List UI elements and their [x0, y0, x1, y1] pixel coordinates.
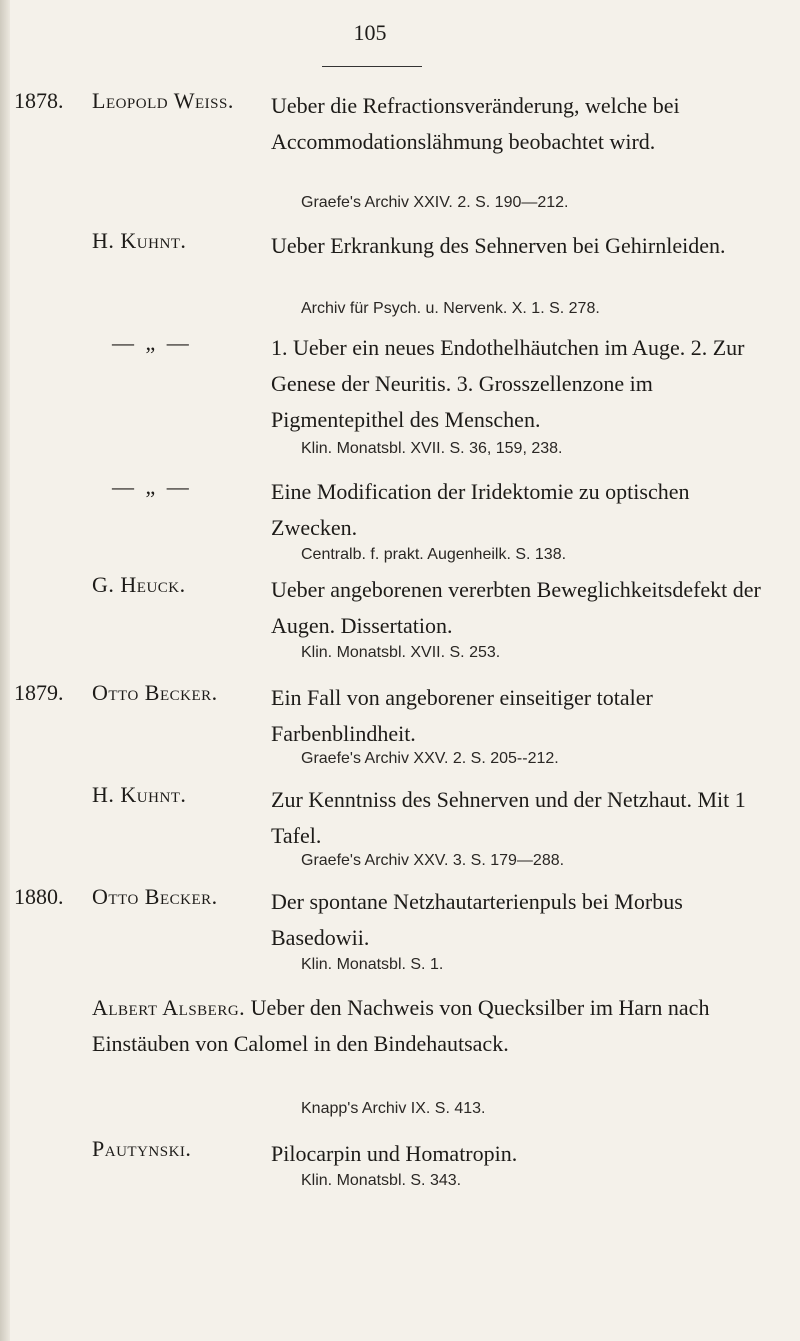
- entry-source: Klin. Monatsbl. XVII. S. 253.: [301, 644, 501, 661]
- entry-author: Otto Becker.: [92, 884, 218, 909]
- entry-title-block: [92, 990, 776, 1062]
- entry-source: Klin. Monatsbl. S. 343.: [301, 1172, 462, 1189]
- entry-source: Knapp's Archiv IX. S. 413.: [301, 1100, 486, 1117]
- entry-title: Der spontane Netzhautarterienpuls bei Morbus Basedowii.: [271, 889, 683, 950]
- entry-author: G. Heuck.: [92, 572, 186, 597]
- entry-author: Pautynski.: [92, 1136, 192, 1161]
- entry-title: Ueber die Refractionsveränderung, welche bei Accommodationslähmung beobachtet wird.: [271, 93, 680, 154]
- entry-author: Otto Becker.: [92, 680, 218, 705]
- entry-source: Klin. Monatsbl. XVII. S. 36, 159, 238.: [301, 440, 563, 457]
- entry-author: H. Kuhnt.: [92, 782, 187, 807]
- entry-source: Graefe's Archiv XXIV. 2. S. 190—212.: [301, 194, 569, 211]
- entry-title: Ueber Erkrankung des Sehnerven bei Gehirnleiden.: [271, 233, 726, 258]
- entry-source: Graefe's Archiv XXV. 3. S. 179—288.: [301, 852, 565, 869]
- entry-title: Ueber angeborenen vererbten Beweglichkeitsdefekt der Augen. Dissertation.: [271, 577, 761, 638]
- entry-title: 1. Ueber ein neues Endothelhäutchen im Auge. 2. Zur Genese der Neuritis. 3. Grosszellenzone im Pigmentepithel des Menschen.: [271, 335, 745, 432]
- entry-title: Zur Kenntniss des Sehnerven und der Netzhaut. Mit 1 Tafel.: [271, 787, 746, 848]
- page-number: 105: [353, 20, 387, 45]
- entry-author: Leopold Weiss.: [92, 88, 234, 113]
- entry-title: Ein Fall von angeborener einseitiger totaler Farbenblindheit.: [271, 685, 653, 746]
- entry-year: 1880.: [14, 884, 64, 909]
- entry-source: Centralb. f. prakt. Augenheilk. S. 138.: [301, 546, 567, 563]
- entry-source: Graefe's Archiv XXV. 2. S. 205--212.: [301, 750, 559, 767]
- entry-source: Klin. Monatsbl. S. 1.: [301, 956, 444, 973]
- entry-year: 1879.: [14, 680, 64, 705]
- page-spine: [0, 0, 10, 1341]
- entry-source: Archiv für Psych. u. Nervenk. X. 1. S. 278.: [301, 300, 600, 317]
- page-number-rule: [322, 66, 422, 67]
- entry-author-ditto: — „ —: [112, 474, 192, 499]
- entry-author: H. Kuhnt.: [92, 228, 187, 253]
- entry-title: Ueber den Nachweis von Quecksilber im Harn nach Einstäuben von Calomel in den Bindehautsack.: [92, 995, 710, 1056]
- entry-author: Albert Alsberg.: [92, 995, 246, 1020]
- entry-title: Eine Modification der Iridektomie zu optischen Zwecken.: [271, 479, 690, 540]
- entry-title: Pilocarpin und Homatropin.: [271, 1141, 518, 1166]
- entry-year: 1878.: [14, 88, 64, 113]
- entry-author-ditto: — „ —: [112, 330, 192, 355]
